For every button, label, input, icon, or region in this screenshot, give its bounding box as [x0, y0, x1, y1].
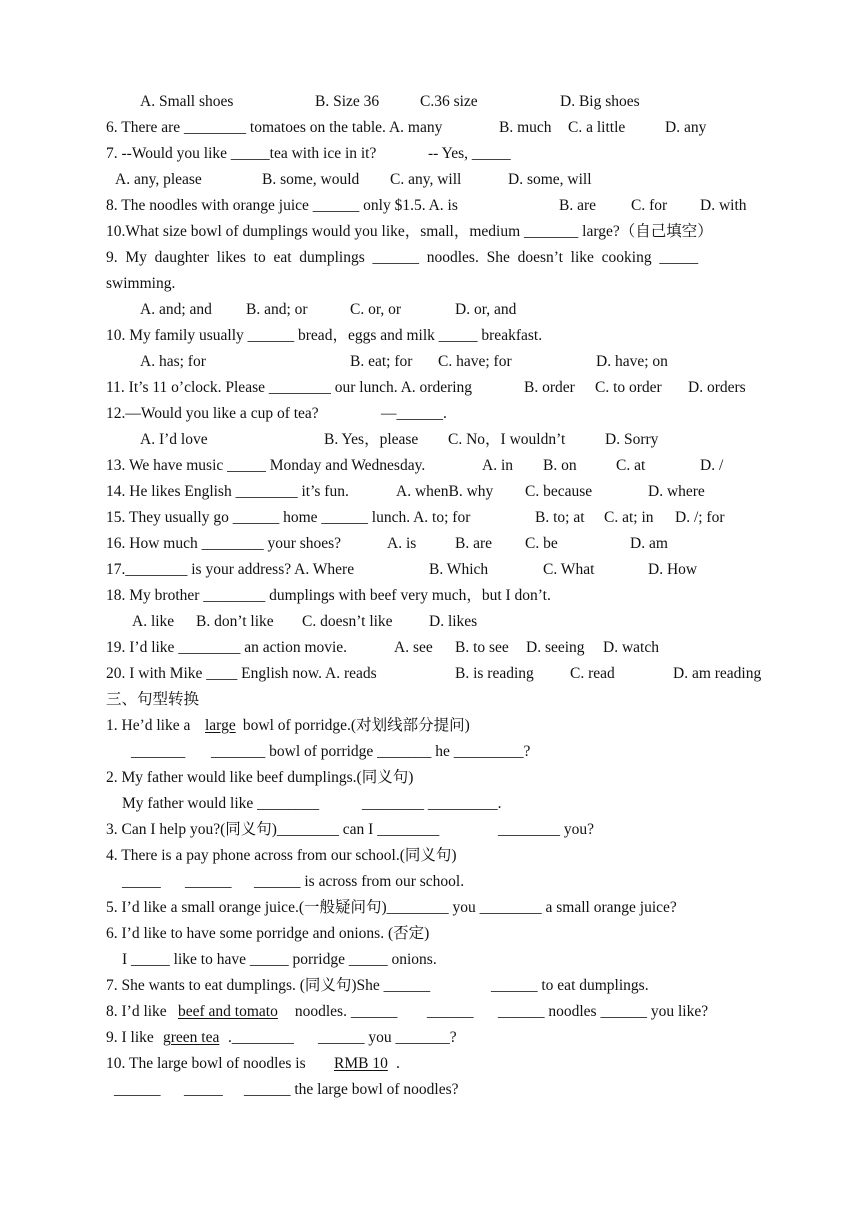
line-text: D. am reading [673, 665, 762, 682]
underlined-text: beef and tomato [178, 1003, 278, 1020]
line-text: B. Which [429, 561, 489, 578]
document-line [0, 115, 860, 141]
document-line [0, 245, 860, 271]
line-text: D. How [648, 561, 698, 578]
line-text: ______ is across from our school. [254, 873, 465, 890]
line-text: D. Big shoes [560, 93, 640, 110]
document-line [0, 271, 860, 297]
line-text: ______ the large bowl of noodles? [244, 1081, 459, 1098]
document-line [0, 999, 860, 1025]
line-text: 15. They usually go ______ home ______ lunch. A. to; for [106, 509, 471, 526]
line-text: 6. There are ________ tomatoes on the table. A. many [106, 119, 443, 136]
line-text: -- Yes, _____ [428, 145, 511, 162]
line-text: —______. [381, 405, 447, 422]
line-text: B. on [543, 457, 577, 474]
line-text: 8. The noodles with orange juice ______ only $1.5. A. is [106, 197, 458, 214]
line-text: ______ [427, 1003, 474, 1020]
document-line [0, 713, 860, 739]
line-text: D. orders [688, 379, 746, 396]
line-text: 三、句型转换 [106, 691, 200, 708]
line-text: D. /; for [675, 509, 725, 526]
line-text: C. read [570, 665, 615, 682]
line-text: 10. The large bowl of noodles is [106, 1055, 310, 1072]
document-line [0, 323, 860, 349]
line-text: _____ [122, 873, 161, 890]
line-text: C. be [525, 535, 558, 552]
line-text: A. like [132, 613, 175, 630]
line-text: B. Size 36 [315, 93, 380, 110]
document-line [0, 349, 860, 375]
line-text: 7. --Would you like _____tea with ice in it? [106, 145, 377, 162]
document-line [0, 869, 860, 895]
document-line [0, 973, 860, 999]
line-text: C. at [616, 457, 646, 474]
line-text: ______ [185, 873, 232, 890]
line-text: B. to see [455, 639, 509, 656]
line-text: _____ [184, 1081, 223, 1098]
document-line [0, 375, 860, 401]
document-line [0, 401, 860, 427]
line-text: ______ you _______? [318, 1029, 457, 1046]
line-text: B. don’t like [196, 613, 274, 630]
document-line [0, 791, 860, 817]
line-text: _______ [131, 743, 186, 760]
document-line [0, 895, 860, 921]
underlined-text: large [205, 717, 236, 734]
document-line [0, 479, 860, 505]
document-line [0, 739, 860, 765]
line-text: B. are [455, 535, 493, 552]
line-text: D. Sorry [605, 431, 659, 448]
line-text: 19. I’d like ________ an action movie. [106, 639, 348, 656]
line-text: 14. He likes English ________ it’s fun. [106, 483, 349, 500]
line-text: 9. My daughter likes to eat dumplings ______ noodles. She doesn’t like cooking _____ [106, 249, 699, 266]
line-text: 11. It’s 11 o’clock. Please ________ our lunch. A. ordering [106, 379, 473, 396]
line-text: A. has; for [140, 353, 206, 370]
line-text: C. have; for [438, 353, 512, 370]
document-line [0, 1077, 860, 1103]
line-text: 18. My brother ________ dumplings with beef very much，but I don’t. [106, 587, 551, 604]
document-line [0, 921, 860, 947]
line-text: 12.—Would you like a cup of tea? [106, 405, 319, 422]
line-text: swimming. [106, 275, 176, 292]
line-text: C. What [543, 561, 595, 578]
line-text: B. are [559, 197, 597, 214]
line-text: C. at; in [604, 509, 654, 526]
line-text: ________ you? [498, 821, 595, 838]
document-line [0, 1025, 860, 1051]
line-text: A. and; and [140, 301, 212, 318]
line-text: A. any, please [115, 171, 202, 188]
line-text: 6. I’d like to have some porridge and onions. (否定) [106, 925, 430, 942]
line-text: 8. I’d like [106, 1003, 171, 1020]
line-text: C. any, will [390, 171, 462, 188]
line-text: D. seeing [526, 639, 585, 656]
line-text: D. with [700, 197, 747, 214]
line-text: B. order [524, 379, 575, 396]
document-line [0, 817, 860, 843]
document-line [0, 661, 860, 687]
document-line [0, 453, 860, 479]
underlined-text: RMB 10 [334, 1055, 388, 1072]
line-text: A. is [387, 535, 417, 552]
line-text: C. No，I wouldn’t [448, 431, 566, 448]
document-line [0, 427, 860, 453]
line-text: D. any [665, 119, 707, 136]
line-text: B. some, would [262, 171, 360, 188]
line-text: B. and; or [246, 301, 308, 318]
line-text: C. to order [595, 379, 662, 396]
document-line [0, 635, 860, 661]
line-text: bowl of porridge.(对划线部分提问) [239, 717, 470, 734]
line-text: D. am [630, 535, 668, 552]
line-text: A. Small shoes [140, 93, 234, 110]
document-line [0, 1051, 860, 1077]
line-text: 9. I like [106, 1029, 158, 1046]
line-text: 10.What size bowl of dumplings would you like，small，medium _______ large?（自己填空） [106, 223, 713, 240]
document-line [0, 297, 860, 323]
line-text: 3. Can I help you?(同义句)________ can I ________ [106, 821, 440, 838]
document-line [0, 141, 860, 167]
document-line [0, 557, 860, 583]
line-text: 17.________ is your address? A. Where [106, 561, 355, 578]
line-text: A. see [394, 639, 433, 656]
document-line [0, 505, 860, 531]
line-text: 1. He’d like a [106, 717, 195, 734]
line-text: D. have; on [596, 353, 668, 370]
document-line [0, 531, 860, 557]
line-text: D. some, will [508, 171, 592, 188]
line-text: B. much [499, 119, 552, 136]
line-text: .________ [228, 1029, 294, 1046]
document-line [0, 609, 860, 635]
underlined-text: green tea [163, 1029, 220, 1046]
line-text: D. watch [603, 639, 659, 656]
document-line [0, 765, 860, 791]
line-text: _______ bowl of porridge _______ he _________? [211, 743, 531, 760]
line-text: ________ _________. [362, 795, 502, 812]
line-text: ______ to eat dumplings. [491, 977, 649, 994]
line-text: D. where [648, 483, 705, 500]
document-line [0, 843, 860, 869]
line-text: C. because [525, 483, 593, 500]
line-text: My father would like ________ [122, 795, 320, 812]
document-line [0, 687, 860, 713]
line-text: noodles. ______ [291, 1003, 398, 1020]
line-text: 2. My father would like beef dumplings.(同义句) [106, 769, 414, 786]
line-text: A. I’d love [140, 431, 208, 448]
line-text: 10. My family usually ______ bread，eggs and milk _____ breakfast. [106, 327, 543, 344]
line-text: C. for [631, 197, 668, 214]
line-text: B. Yes，please [324, 431, 419, 448]
line-text: 13. We have music _____ Monday and Wednesday. [106, 457, 426, 474]
line-text: 20. I with Mike ____ English now. A. reads [106, 665, 377, 682]
line-text: C. doesn’t like [302, 613, 393, 630]
line-text: A. whenB. why [396, 483, 494, 500]
line-text: D. likes [429, 613, 478, 630]
line-text: B. is reading [455, 665, 534, 682]
line-text: 4. There is a pay phone across from our school.(同义句) [106, 847, 457, 864]
line-text: I _____ like to have _____ porridge _____ onions. [122, 951, 437, 968]
line-text: ______ noodles ______ you like? [498, 1003, 709, 1020]
line-text: C. a little [568, 119, 626, 136]
document-line [0, 947, 860, 973]
line-text: D. or, and [455, 301, 517, 318]
line-text: A. in [482, 457, 513, 474]
line-text: B. to; at [535, 509, 585, 526]
line-text: 5. I’d like a small orange juice.(一般疑问句)________ you ________ a small orange juice? [106, 899, 677, 916]
line-text: 16. How much ________ your shoes? [106, 535, 342, 552]
document-line [0, 193, 860, 219]
document-line [0, 89, 860, 115]
line-text: . [396, 1055, 400, 1072]
document-line [0, 219, 860, 245]
document-line [0, 167, 860, 193]
line-text: D. / [700, 457, 724, 474]
line-text: C. or, or [350, 301, 402, 318]
line-text: 7. She wants to eat dumplings. (同义句)She ______ [106, 977, 431, 994]
line-text: C.36 size [420, 93, 478, 110]
line-text: ______ [114, 1081, 161, 1098]
document-line [0, 583, 860, 609]
line-text: B. eat; for [350, 353, 413, 370]
